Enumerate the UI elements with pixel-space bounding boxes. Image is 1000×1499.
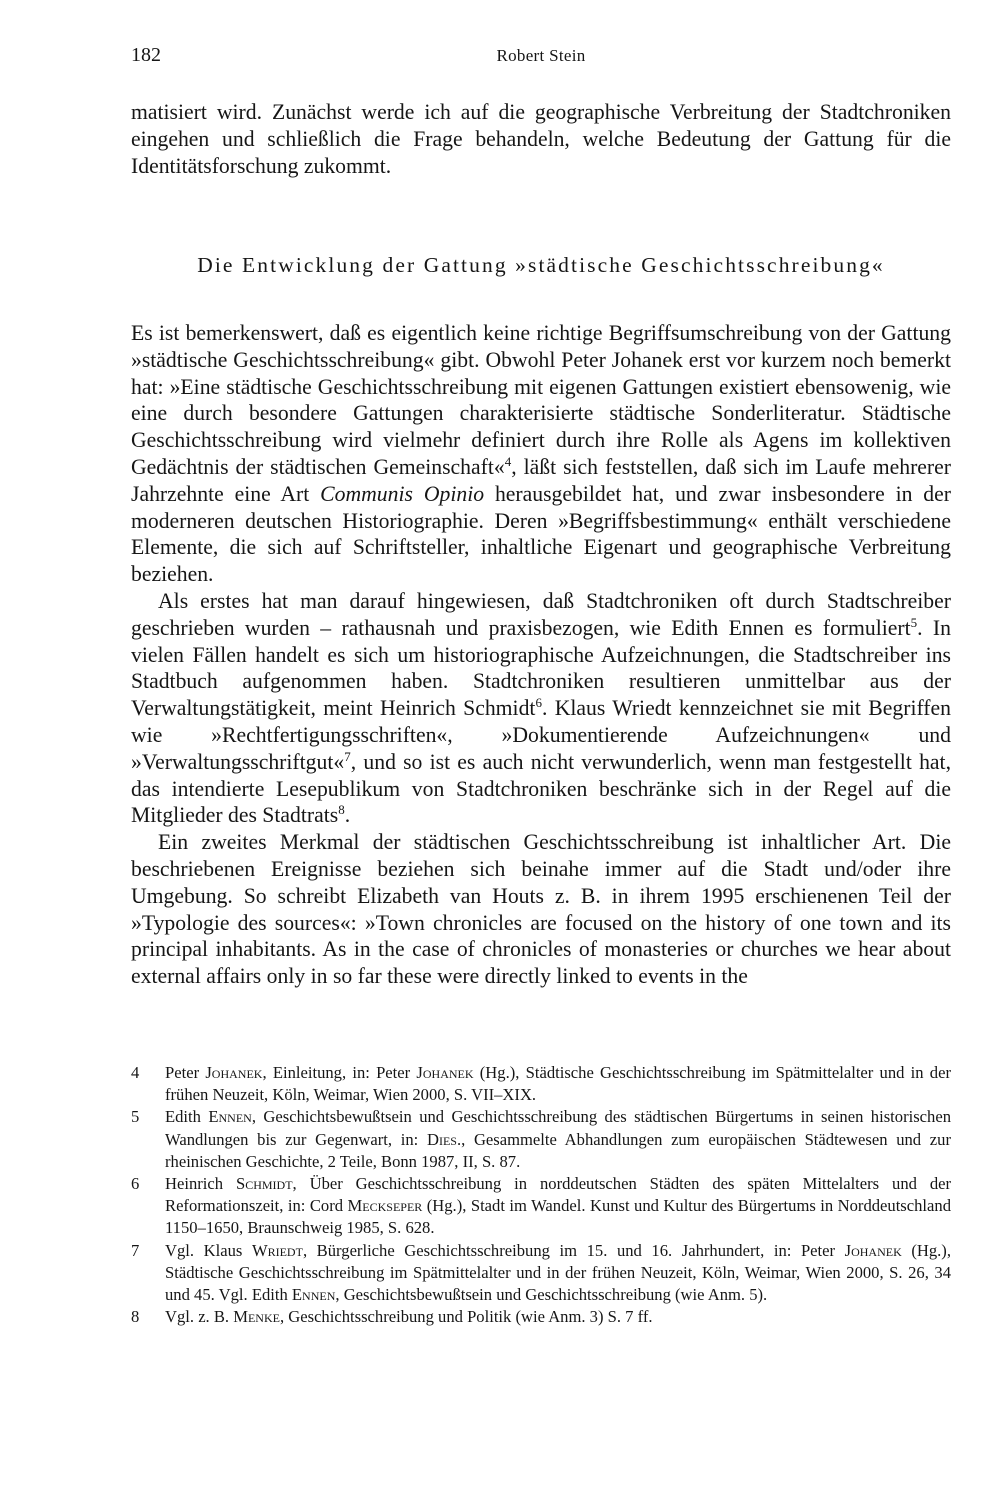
paragraph-2-part-e: . [344,803,351,828]
footnote-number: 6 [131,1174,140,1194]
author-name: Dies [426,1129,457,1149]
paragraph-1-emphasis: Communis Opinio [320,481,485,506]
footnote-7 [131,1240,951,1307]
footnote-ref-7[interactable]: 7 [344,748,351,764]
footnote-6 [131,1173,951,1240]
author-name: Johanek [205,1063,263,1082]
footnotes [131,1062,951,1328]
author-name: Ennen [291,1285,336,1305]
author-name: Meckseper [347,1196,423,1216]
footnote-text [165,1062,951,1106]
footnote-text [165,1173,951,1240]
footnote-text-part: Vgl. z. B. [165,1307,234,1327]
footnote-text-part: , Geschichtsbewußtsein und Geschichtsschreibung (wie Anm. 5). [335,1285,768,1305]
author-name: Wriedt [251,1240,303,1260]
footnote-8 [131,1306,951,1328]
footnote-text-part: Vgl. Klaus [165,1240,252,1260]
footnote-number: 8 [131,1307,140,1327]
page-number: 182 [131,44,161,66]
paragraph-2-part-b: . In vielen Fällen handelt es sich um historiographische Aufzeichnungen, die Stadtschreiber ins Stadtbuch aufgenommen haben. Stadtchroniken resultieren unmittelbar aus der Verwaltungstätigkeit, meint Heinrich Schmidt [131,615,951,721]
footnote-text [165,1240,951,1307]
footnote-text-part: , Einleitung, in: Peter [262,1063,417,1082]
author-name: Schmidt [235,1174,293,1194]
footnote-ref-8[interactable]: 8 [338,802,345,818]
section-heading: Die Entwicklung der Gattung »städtische Geschichtsschreibung« [197,253,885,277]
paragraph-1-part-a: Es ist bemerkenswert, daß es eigentlich keine richtige Begriffsumschreibung von der Gattung »städtische Geschichtsschreibung« gibt. Obwohl Peter Johanek erst vor kurzem noch bemerkt hat: »Eine städtische Geschichtsschreibung mit eigenen Gattungen existiert ebensowenig, wie eine durch besondere Gattungen charakterisierte städtische Sonderliteratur. Städtische Geschichtsschreibung wird vielmehr definiert durch ihre Rolle als Agens im kollektiven Gedächtnis der städtischen Gemeinschaft« [131,321,951,479]
footnote-text-part: , Bürgerliche Geschichtsschreibung im 15. und 16. Jahrhundert, in: Peter [302,1240,845,1260]
footnote-text-part: Peter [165,1063,206,1082]
intro-paragraph: matisiert wird. Zunächst werde ich auf die geographische Verbreitung der Stadtchroniken eingehen und schließlich die Frage behandeln, welche Bedeutung der Gattung für die Identitätsforschung zukommt. [131,100,951,178]
footnote-ref-6[interactable]: 6 [535,694,542,710]
footnote-text [165,1106,951,1173]
footnote-text-part: (Hg.), Städtische Geschichtsschreibung im Spätmittelalter und in der frühen Neuzeit, Köln, Weimar, Wien 2000, S. VII–XIX. [165,1063,951,1105]
author-name: Menke [233,1307,280,1327]
paragraph-2-part-a: Als erstes hat man darauf hingewiesen, daß Stadtchroniken oft durch Stadtschreiber geschrieben wurden – rathausnah und praxisbezogen, wie Edith Ennen es formuliert [131,588,951,640]
footnote-ref-4[interactable]: 4 [504,453,512,469]
footnote-text-part: Edith [165,1107,209,1127]
paragraph-2 [131,588,951,829]
footnote-text-part: Heinrich [165,1174,236,1194]
footnote-text-part: ., Gesammelte Abhandlungen zum europäischen Städtewesen und zur rheinischen Geschichte, 2 Teile, Bonn 1987, II, S. 87. [165,1129,951,1171]
paragraph-3: Ein zweites Merkmal der städtischen Geschichtsschreibung ist inhaltlicher Art. Die beschriebenen Ereignisse beziehen sich beinahe immer auf die Stadt und/oder ihre Umgebung. So schreibt Elizabeth van Houts z. B. in ihrem 1995 erschienenen Teil der »Typologie des sources«: »Town chronicles are focused on the history of one town and its principal inhabitants. As in the case of chronicles of monasteries or churches we hear about external affairs only in so far these were directly linked to events in the [131,830,951,989]
author-name: Ennen [208,1107,252,1127]
paragraph-1-part-c: herausgebildet hat, und zwar insbesondere in der moderneren deutschen Historiographie. Deren »Begriffsbestimmung« enthält verschiedene Elemente, die sich auf Schriftsteller, inhaltliche Eigenart und geographische Verbreitung beziehen. [131,481,951,587]
main-text [131,320,951,990]
footnote-text-part: (Hg.), Stadt im Wandel. Kunst und Kultur des Bürgertums in Norddeutschland 1150–1650, Braunschweig 1985, S. 628. [165,1196,952,1238]
intro-paragraph-block [131,99,951,179]
footnote-number: 5 [131,1107,140,1127]
footnote-4 [131,1062,951,1106]
paragraph-1 [131,320,951,588]
running-head: Robert Stein [496,46,586,65]
paragraph-1-part-b: , läßt sich feststellen, daß sich im Laufe mehrerer Jahrzehnte eine Art [131,454,951,506]
footnote-5 [131,1106,951,1173]
footnote-text-part: , Geschichtsschreibung und Politik (wie Anm. 3) S. 7 ff. [279,1307,653,1327]
footnote-text-part: , Über Geschichtsschreibung in norddeutschen Städten des späten Mittelalters und der Reformationszeit, in: Cord [165,1174,952,1216]
footnote-text [165,1306,951,1328]
footnote-number: 7 [131,1240,140,1260]
author-name: Johanek [416,1063,474,1082]
footnote-number: 4 [131,1063,140,1082]
paragraph-2-part-d: , und so ist es auch nicht verwunderlich, wenn man festgestellt hat, das intendierte Lesepublikum von Stadtchroniken beschränke sich in der Regel auf die Mitglieder des Stadtrats [131,749,951,828]
footnote-text-part: (Hg.), Städtische Geschichtsschreibung im Spätmittelalter und in der frühen Neuzeit, Köln, Weimar, Wien 2000, S. 26, 34 und 45. Vgl. Edith [165,1240,951,1305]
page-header [131,44,951,74]
author-name: Johanek [844,1240,902,1260]
footnote-text-part: , Geschichtsbewußtsein und Geschichtsschreibung des städtischen Bürgertums in seinen historischen Wandlungen bis zur Gegenwart, in: [165,1107,951,1149]
footnote-ref-5[interactable]: 5 [910,614,918,630]
paragraph-2-part-c: . Klaus Wriedt kennzeichnet sie mit Begriffen wie »Rechtfertigungsschriften«, »Dokumentierende Aufzeichnungen« und »Verwaltungsschriftgut« [131,696,951,774]
